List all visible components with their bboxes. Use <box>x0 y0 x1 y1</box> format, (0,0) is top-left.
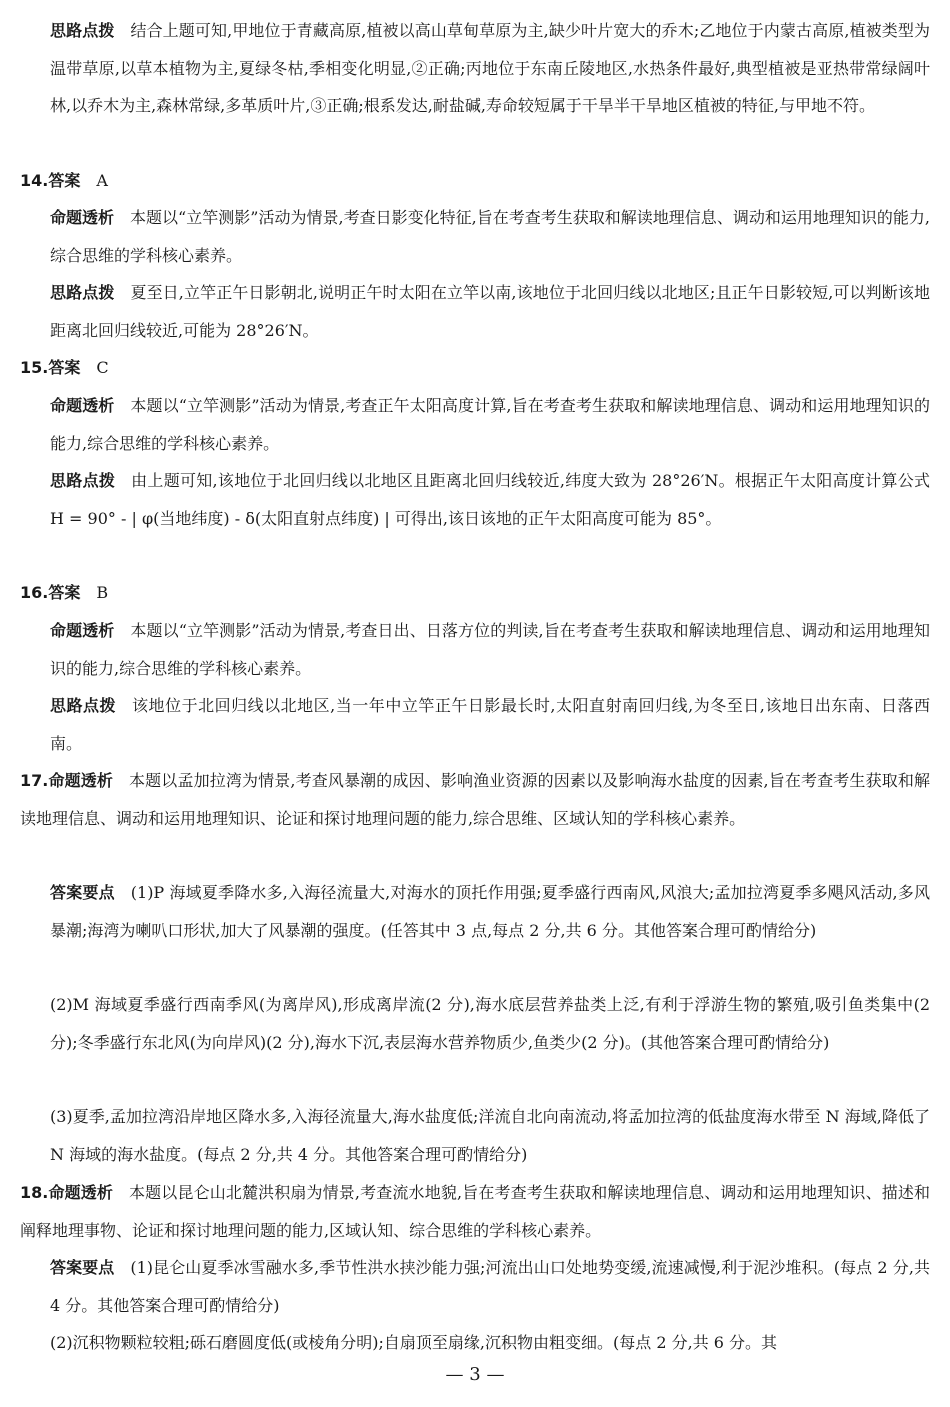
q15-mingti-paragraph <box>50 387 930 462</box>
q16-number: 16. <box>20 583 49 602</box>
daanyaodian-label: 答案要点 <box>50 883 115 902</box>
q14-silu-paragraph <box>50 274 930 349</box>
q18-mingti-paragraph <box>20 1174 930 1249</box>
mingti-label: 命题透析 <box>50 208 115 227</box>
q17-answer-p2 <box>50 986 930 1061</box>
mingti-label: 命题透析 <box>48 771 114 790</box>
q18-p1-text: (1)昆仑山夏季冰雪融水多,季节性洪水挟沙能力强;河流出山口处地势变缓,流速减慢,利于泥沙堆积。(每点 2 分,共 4 分。其他答案合理可酌情给分) <box>50 1258 930 1315</box>
q15-silu-text: 由上题可知,该地位于北回归线以北地区且距离北回归线较近,纬度大致为 28°26′N。根据正午太阳高度计算公式 H = 90° - | φ(当地纬度) - δ(太阳直射点纬度) | 可得出,该日该地的正午太阳高度可能为 85°。 <box>50 471 930 528</box>
q15-answer-line <box>20 349 930 387</box>
q13-silu-text: 结合上题可知,甲地位于青藏高原,植被以高山草甸草原为主,缺少叶片宽大的乔木;乙地位于内蒙古高原,植被类型为温带草原,以草本植物为主,夏绿冬枯,季相变化明显,②正确;丙地位于东南丘陵地区,水热条件最好,典型植被是亚热带常绿阔叶林,以乔木为主,森林常绿,多革质叶片,③正确;根系发达,耐盐碱,寿命较短属于干旱半干旱地区植被的特征,与甲地不符。 <box>50 21 930 115</box>
page-number: — 3 — <box>445 1364 505 1385</box>
mingti-label: 命题透析 <box>50 621 115 640</box>
q14-answer-line <box>20 162 930 200</box>
q15-mingti-text: 本题以“立竿测影”活动为情景,考查正午太阳高度计算,旨在考查考生获取和解读地理信息、调动和运用地理知识的能力,综合思维的学科核心素养。 <box>50 396 930 453</box>
mingti-label: 命题透析 <box>50 396 115 415</box>
q14-mingti-text: 本题以“立竿测影”活动为情景,考查日影变化特征,旨在考查考生获取和解读地理信息、调动和运用地理知识的能力,综合思维的学科核心素养。 <box>50 208 930 265</box>
q18-p2-text: (2)沉积物颗粒较粗;砾石磨圆度低(或棱角分明);自扇顶至扇缘,沉积物由粗变细。(每点 2 分,共 6 分。其 <box>50 1333 778 1352</box>
q17-answer-p3 <box>50 1098 930 1173</box>
q16-answer: B <box>96 583 109 602</box>
daan-label: 答案 <box>48 171 81 190</box>
q17-number: 17. <box>20 771 49 790</box>
silu-label: 思路点拨 <box>50 471 116 490</box>
q16-answer-line <box>20 574 930 612</box>
q15-silu-paragraph <box>50 462 930 537</box>
q17-answer-p1 <box>50 874 930 949</box>
q15-number: 15. <box>20 358 49 377</box>
q16-mingti-paragraph <box>50 612 930 687</box>
q17-p3-text: (3)夏季,孟加拉湾沿岸地区降水多,入海径流量大,海水盐度低;洋流自北向南流动,将孟加拉湾的低盐度海水带至 N 海域,降低了 N 海域的海水盐度。(每点 2 分,共 4 分。其他答案合理可酌情给分) <box>50 1107 930 1164</box>
daan-label: 答案 <box>48 358 81 377</box>
q16-mingti-text: 本题以“立竿测影”活动为情景,考查日出、日落方位的判读,旨在考查考生获取和解读地理信息、调动和运用地理知识的能力,综合思维的学科核心素养。 <box>50 621 930 678</box>
mingti-label: 命题透析 <box>48 1183 114 1202</box>
daan-label: 答案 <box>48 583 81 602</box>
silu-label: 思路点拨 <box>50 696 117 715</box>
q14-number: 14. <box>20 171 49 190</box>
q16-silu-text: 该地位于北回归线以北地区,当一年中立竿正午日影最长时,太阳直射南回归线,为冬至日,该地日出东南、日落西南。 <box>50 696 930 753</box>
q17-mingti-text: 本题以孟加拉湾为情景,考查风暴潮的成因、影响渔业资源的因素以及影响海水盐度的因素,旨在考查考生获取和解读地理信息、调动和运用地理知识、论证和探讨地理问题的能力,综合思维、区域认知的学科核心素养。 <box>20 771 930 828</box>
q15-answer: C <box>96 358 109 377</box>
q17-p1-text: (1)P 海域夏季降水多,入海径流量大,对海水的顶托作用强;夏季盛行西南风,风浪大;孟加拉湾夏季多飓风活动,多风暴潮;海湾为喇叭口形状,加大了风暴潮的强度。(任答其中 3 点,每点 2 分,共 6 分。其他答案合理可酌情给分) <box>50 883 930 940</box>
q18-number: 18. <box>20 1183 49 1202</box>
q18-answer-p1 <box>50 1249 930 1324</box>
q17-p2-text: (2)M 海域夏季盛行西南季风(为离岸风),形成离岸流(2 分),海水底层营养盐类上泛,有利于浮游生物的繁殖,吸引鱼类集中(2 分);冬季盛行东北风(为向岸风)(2 分),海水下沉,表层海水营养物质少,鱼类少(2 分)。(其他答案合理可酌情给分) <box>50 995 930 1052</box>
q18-mingti-text: 本题以昆仑山北麓洪积扇为情景,考查流水地貌,旨在考查考生获取和解读地理信息、调动和运用地理知识、描述和阐释地理事物、论证和探讨地理问题的能力,区域认知、综合思维的学科核心素养。 <box>20 1183 930 1240</box>
q14-mingti-paragraph <box>50 199 930 274</box>
daanyaodian-label: 答案要点 <box>50 1258 115 1277</box>
silu-label: 思路点拨 <box>50 21 115 40</box>
silu-label: 思路点拨 <box>50 283 115 302</box>
q16-silu-paragraph <box>50 687 930 762</box>
q17-mingti-paragraph <box>20 762 930 837</box>
q14-silu-text: 夏至日,立竿正午日影朝北,说明正午时太阳在立竿以南,该地位于北回归线以北地区;且正午日影较短,可以判断该地距离北回归线较近,可能为 28°26′N。 <box>50 283 930 340</box>
q18-answer-p2 <box>50 1324 930 1362</box>
q13-silu-paragraph <box>50 12 930 125</box>
q14-answer: A <box>96 171 108 190</box>
